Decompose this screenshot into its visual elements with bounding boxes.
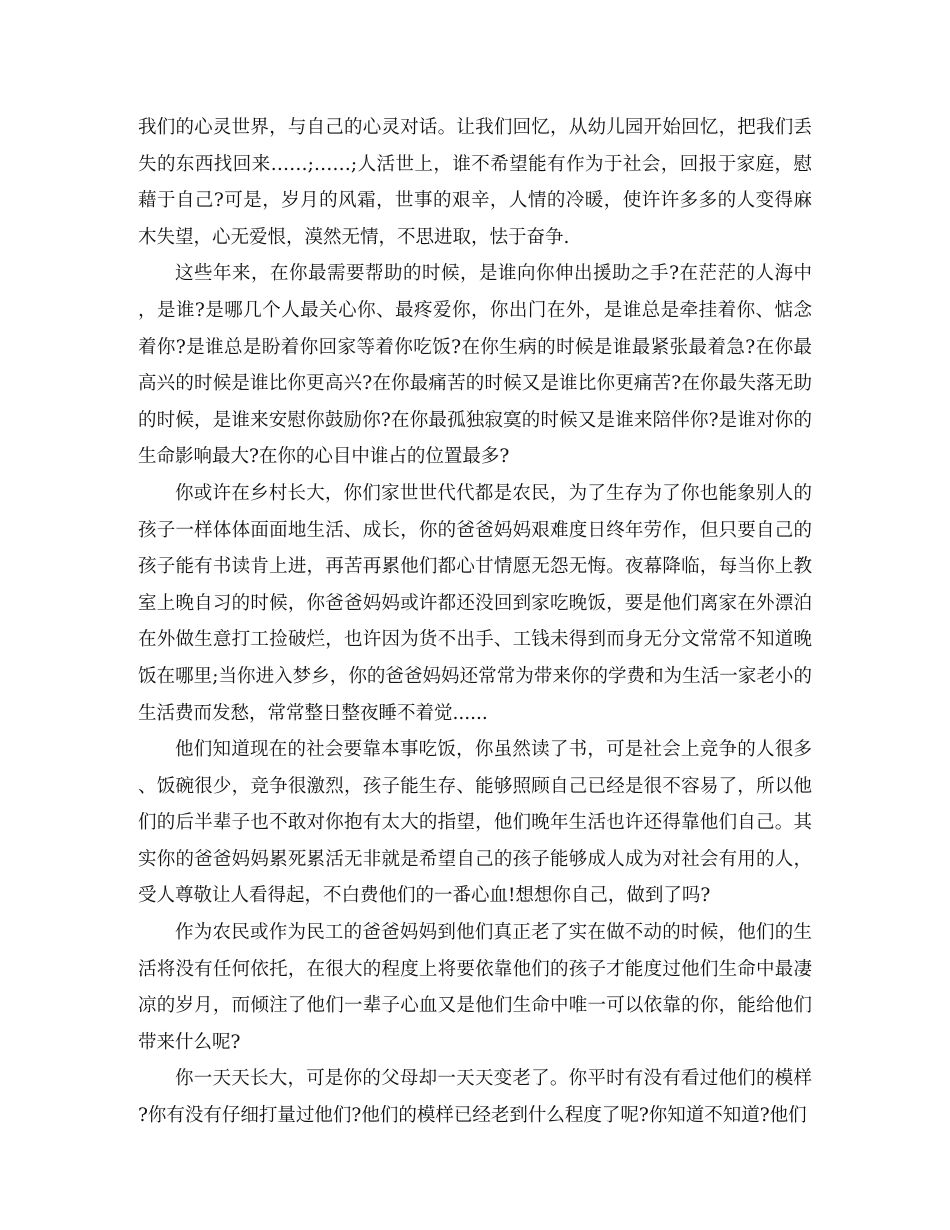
paragraph: 我们的心灵世界，与自己的心灵对话。让我们回忆，从幼儿园开始回忆，把我们丢失的东西找回来……;……;人活世上，谁不希望能有作为于社会，回报于家庭，慰藉于自己?可是，岁月的风霜，世事的艰辛，人情的冷暖，使许许多多的人变得麻木失望，心无爱恨，漠然无情，不思进取，怯于奋争. — [138, 117, 812, 248]
paragraph: 这些年来，在你最需要帮助的时候，是谁向你伸出援助之手?在茫茫的人海中，是谁?是哪几个人最关心你、最疼爱你，你出门在外，是谁总是牵挂着你、惦念着你?是谁总是盼着你回家等着你吃饭?在你生病的时候是谁最紧张最着急?在你最高兴的时候是谁比你更高兴?在你最痛苦的时候又是谁比你更痛苦?在你最失落无助的时候，是谁来安慰你鼓励你?在你最孤独寂寞的时候又是谁来陪伴你?是谁对你的生命影响最大?在你的心目中谁占的位置最多? — [138, 263, 812, 468]
body-text — [138, 110, 812, 1135]
paragraph: 作为农民或作为民工的爸爸妈妈到他们真正老了实在做不动的时候，他们的生活将没有任何依托，在很大的程度上将要依靠他们的孩子才能度过他们生命中最凄凉的岁月，而倾注了他们一辈子心血又是他们生命中唯一可以依靠的你，能给他们带来什么呢? — [138, 922, 812, 1053]
paragraph: 你一天天长大，可是你的父母却一天天变老了。你平时有没有看过他们的模样?你有没有仔细打量过他们?他们的模样已经老到什么程度了呢?你知道不知道?他们 — [138, 1068, 812, 1127]
paragraph: 他们知道现在的社会要靠本事吃饭，你虽然读了书，可是社会上竞争的人很多、饭碗很少，竞争很激烈，孩子能生存、能够照顾自己已经是很不容易了，所以他们的后半辈子也不敢对你抱有太大的指望，他们晚年生活也许还得靠他们自己。其实你的爸爸妈妈累死累活无非就是希望自己的孩子能够成人成为对社会有用的人，受人尊敬让人看得起，不白费他们的一番心血!想想你自己，做到了吗? — [138, 739, 812, 907]
paragraph: 你或许在乡村长大，你们家世世代代都是农民，为了生存为了你也能象别人的孩子一样体体面面地生活、成长，你的爸爸妈妈艰难度日终年劳作，但只要自己的孩子能有书读肯上进，再苦再累他们都心甘情愿无怨无悔。夜幕降临，每当你上教室上晚自习的时候，你爸爸妈妈或许都还没回到家吃晚饭，要是他们离家在外漂泊在外做生意打工捡破烂，也许因为货不出手、工钱未得到而身无分文常常不知道晚饭在哪里;当你进入梦乡，你的爸爸妈妈还常常为带来你的学费和为生活一家老小的生活费而发愁，常常整日整夜睡不着觉...... — [138, 482, 812, 724]
